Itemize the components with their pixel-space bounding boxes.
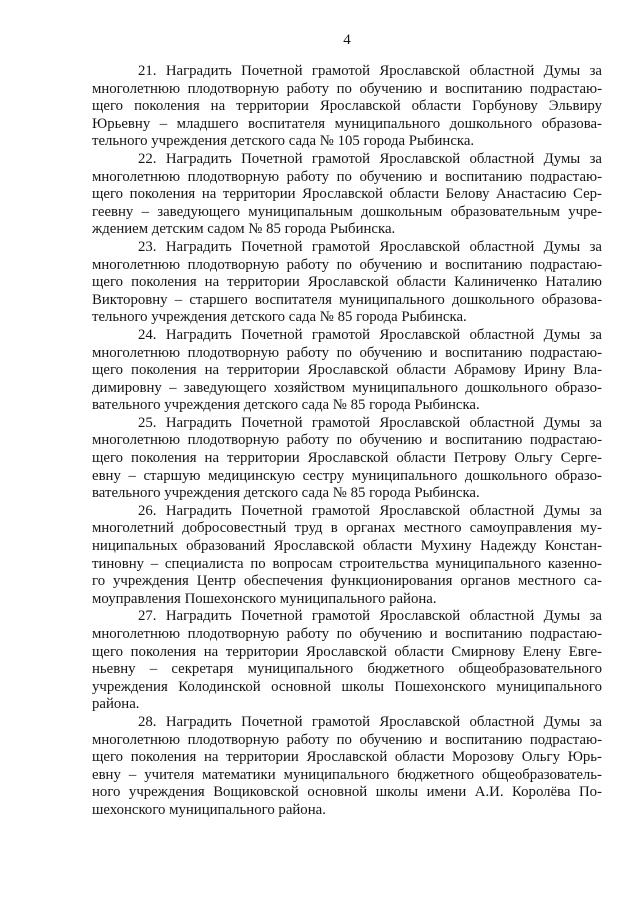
paragraph-line: ного учреждения Вощиковской основной школы имени А.И. Королёва По- [92,784,602,801]
paragraph-line: 25. Наградить Почетной грамотой Ярославской областной Думы за [138,414,602,431]
paragraph-line: щего поколения на территории Ярославской области Морозову Ольгу Юрь- [92,749,602,766]
paragraph-23 [92,239,602,327]
paragraph-line: геевну – заведующего муниципальным дошкольным образовательным учре- [92,203,602,220]
paragraph-line: тиновну – специалиста по вопросам строительства муниципального казенно- [92,555,602,572]
paragraph-line: тельного учреждения детского сада № 105 города Рыбинска. [92,133,475,150]
paragraph-line: 23. Наградить Почетной грамотой Ярославской областной Думы за [138,238,602,255]
paragraph-line: димировну – заведующего хозяйством муниципального дошкольного образо- [92,379,602,396]
paragraph-line: щего поколения на территории Ярославской области Смирнову Елену Евге- [92,643,602,660]
paragraph-line: шехонского муниципального района. [92,801,326,818]
paragraph-line: 28. Наградить Почетной грамотой Ярославской областной Думы за [138,713,602,730]
paragraph-line: ньевну – секретаря муниципального бюджетного общеобразовательного [92,661,602,678]
paragraph-27 [92,608,602,714]
paragraph-line: многолетнюю плодотворную работу по обучению и воспитанию подрастаю- [92,731,602,748]
paragraph-line: ждением детским садом № 85 города Рыбинска. [92,221,396,238]
paragraph-line: моуправления Пошехонского муниципального района. [92,590,437,607]
paragraph-line: щего поколения на территории Ярославской области Абрамову Ирину Вла- [92,362,602,379]
document-body [92,63,602,820]
paragraph-line: многолетнюю плодотворную работу по обучению и воспитанию подрастаю- [92,344,602,361]
paragraph-line: щего поколения на территории Ярославской области Белову Анастасию Сер- [92,186,602,203]
paragraph-line: 26. Наградить Почетной грамотой Ярославской областной Думы за [138,502,602,519]
paragraph-line: щего поколения на территории Ярославской области Петрову Ольгу Серге- [92,450,602,467]
paragraph-line: 21. Наградить Почетной грамотой Ярославской областной Думы за [138,63,602,79]
paragraph-line: многолетнюю плодотворную работу по обучению и воспитанию подрастаю- [92,432,602,449]
paragraph-21 [92,63,602,151]
paragraph-line: щего поколения на территории Ярославской области Калиниченко Наталию [92,274,602,291]
paragraph-line: Викторовну – старшего воспитателя муниципального дошкольного образова- [92,291,602,308]
paragraph-line: вательного учреждения детского сада № 85 города Рыбинска. [92,397,480,414]
paragraph-28 [92,714,602,820]
page-number: 4 [343,32,351,48]
paragraph-line: евну – учителя математики муниципального бюджетного общеобразователь- [92,766,602,783]
paragraph-line: учреждения Колодинской основной школы Пошехонского муниципального [92,678,602,695]
paragraph-line: многолетнюю плодотворную работу по обучению и воспитанию подрастаю- [92,80,602,97]
paragraph-line: 24. Наградить Почетной грамотой Ярославской областной Думы за [138,326,602,343]
paragraph-24 [92,327,602,415]
paragraph-line: ниципальных образований Ярославской области Мухину Надежду Констан- [92,538,602,555]
paragraph-line: вательного учреждения детского сада № 85 города Рыбинска. [92,485,480,502]
paragraph-line: 27. Наградить Почетной грамотой Ярославской областной Думы за [138,608,602,625]
paragraph-line: щего поколения на территории Ярославской области Горбунову Эльвиру [92,98,602,115]
paragraph-22 [92,151,602,239]
paragraph-line: 22. Наградить Почетной грамотой Ярославской областной Думы за [138,150,602,167]
paragraph-26 [92,503,602,609]
paragraph-line: района. [92,696,140,713]
paragraph-line: многолетнюю плодотворную работу по обучению и воспитанию подрастаю- [92,168,602,185]
paragraph-line: тельного учреждения детского сада № 85 города Рыбинска. [92,309,467,326]
paragraph-line: евну – старшую медицинскую сестру муниципального дошкольного образо- [92,467,602,484]
paragraph-line: многолетнюю плодотворную работу по обучению и воспитанию подрастаю- [92,256,602,273]
paragraph-line: многолетний добросовестный труд в органах местного самоуправления му- [92,520,602,537]
paragraph-line: многолетнюю плодотворную работу по обучению и воспитанию подрастаю- [92,626,602,642]
paragraph-line: Юрьевну – младшего воспитателя муниципального дошкольного образова- [92,115,602,132]
paragraph-line: го учреждения Центр обеспечения функционирования органов местного са- [92,573,602,590]
paragraph-25 [92,415,602,503]
